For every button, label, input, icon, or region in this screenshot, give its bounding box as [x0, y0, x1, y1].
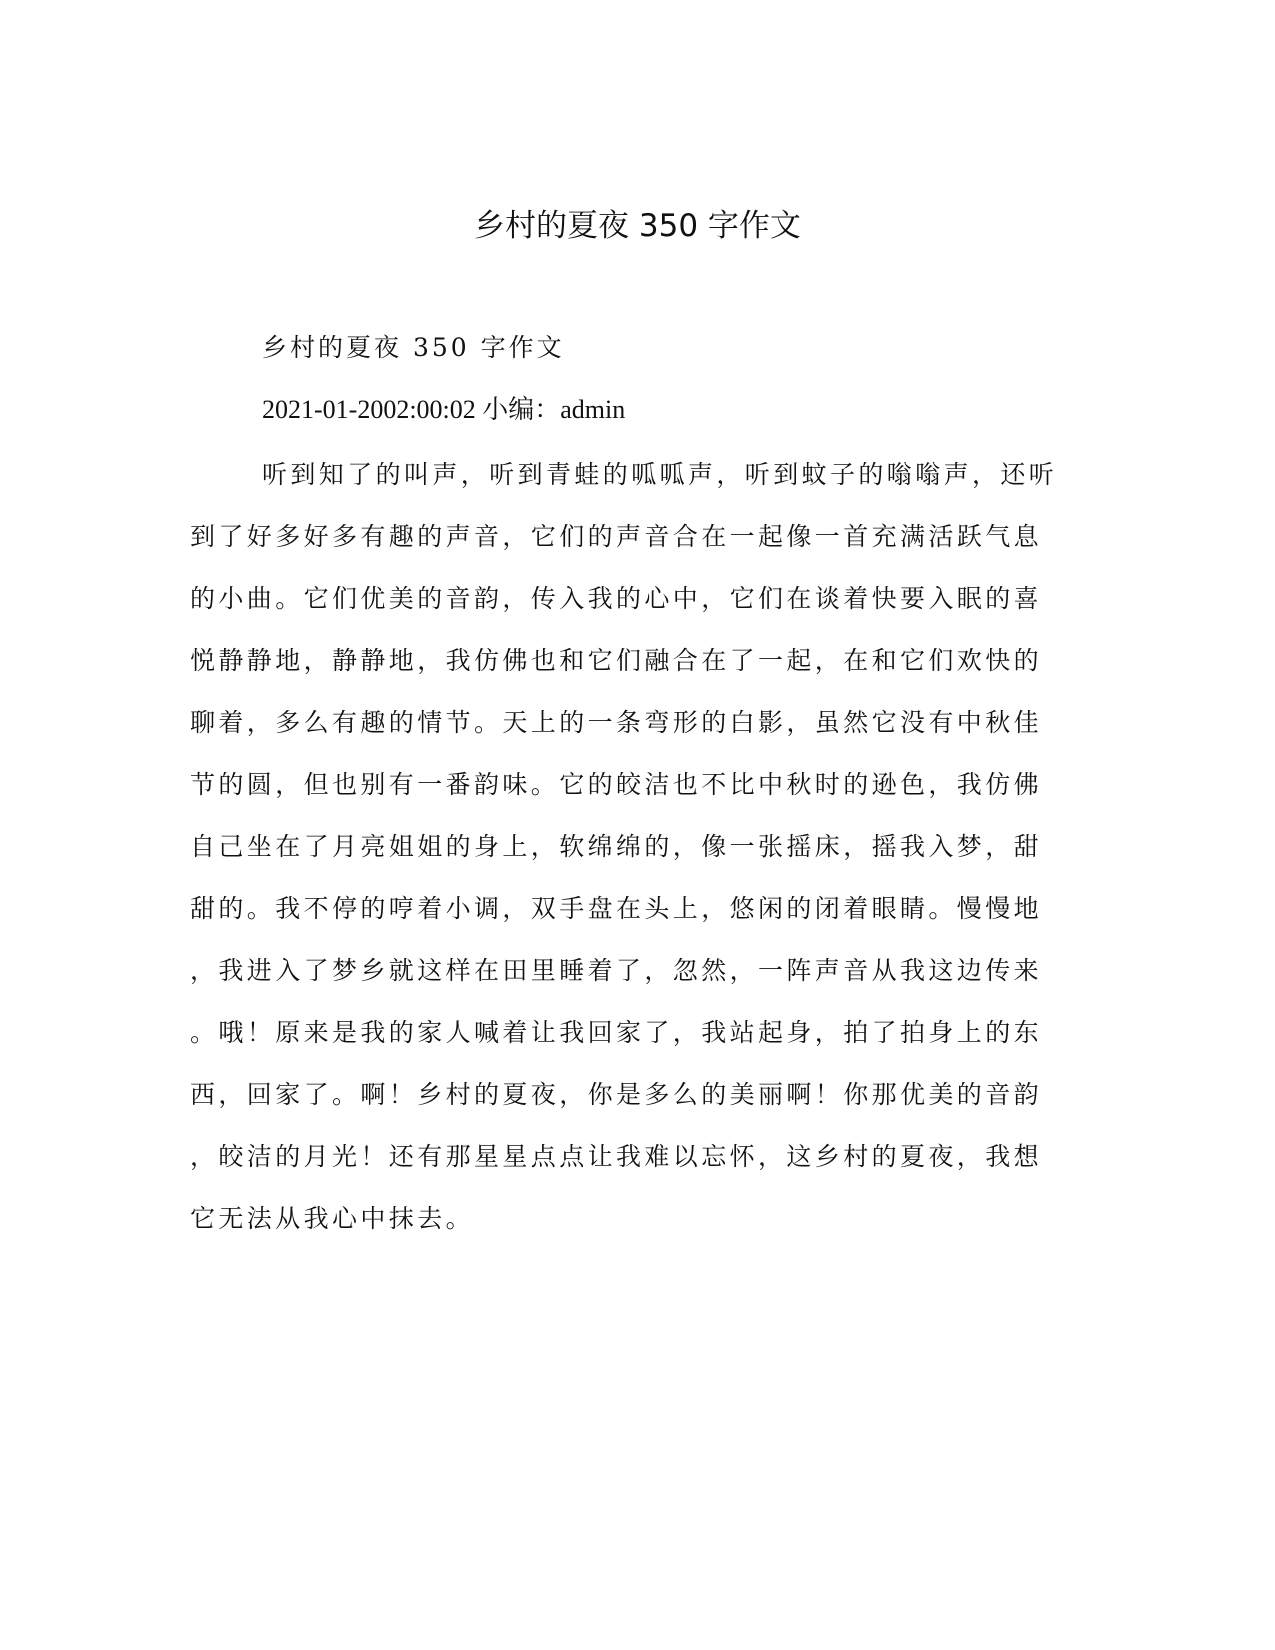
body-line: 。哦！原来是我的家人喊着让我回家了，我站起身，拍了拍身上的东: [190, 1018, 1043, 1047]
article-meta: 2021-01-2002:00:02 小编：admin: [262, 395, 626, 424]
article-subtitle: 乡村的夏夜 350 字作文: [262, 333, 565, 362]
body-line: ，皎洁的月光！还有那星星点点让我难以忘怀，这乡村的夏夜，我想: [190, 1142, 1043, 1171]
body-line: 悦静静地，静静地，我仿佛也和它们融合在了一起，在和它们欢快的: [190, 646, 1043, 675]
page-title: 乡村的夏夜 350 字作文: [474, 208, 801, 244]
body-line: 它无法从我心中抹去。: [190, 1204, 475, 1233]
body-line: 西，回家了。啊！乡村的夏夜，你是多么的美丽啊！你那优美的音韵: [190, 1080, 1043, 1109]
body-line: 聊着，多么有趣的情节。天上的一条弯形的白影，虽然它没有中秋佳: [190, 708, 1043, 737]
body-line: 自己坐在了月亮姐姐的身上，软绵绵的，像一张摇床，摇我入梦，甜: [190, 832, 1043, 861]
body-line: ，我进入了梦乡就这样在田里睡着了，忽然，一阵声音从我这边传来: [190, 956, 1043, 985]
body-line: 甜的。我不停的哼着小调，双手盘在头上，悠闲的闭着眼睛。慢慢地: [190, 894, 1043, 923]
body-line: 到了好多好多有趣的声音，它们的声音合在一起像一首充满活跃气息: [190, 522, 1043, 551]
article-body: [190, 444, 1057, 1250]
body-line: 的小曲。它们优美的音韵，传入我的心中，它们在谈着快要入眠的喜: [190, 584, 1043, 613]
body-line: 听到知了的叫声，听到青蛙的呱呱声，听到蚊子的嗡嗡声，还听: [262, 460, 1058, 489]
body-line: 节的圆，但也别有一番韵味。它的皎洁也不比中秋时的逊色，我仿佛: [190, 770, 1043, 799]
